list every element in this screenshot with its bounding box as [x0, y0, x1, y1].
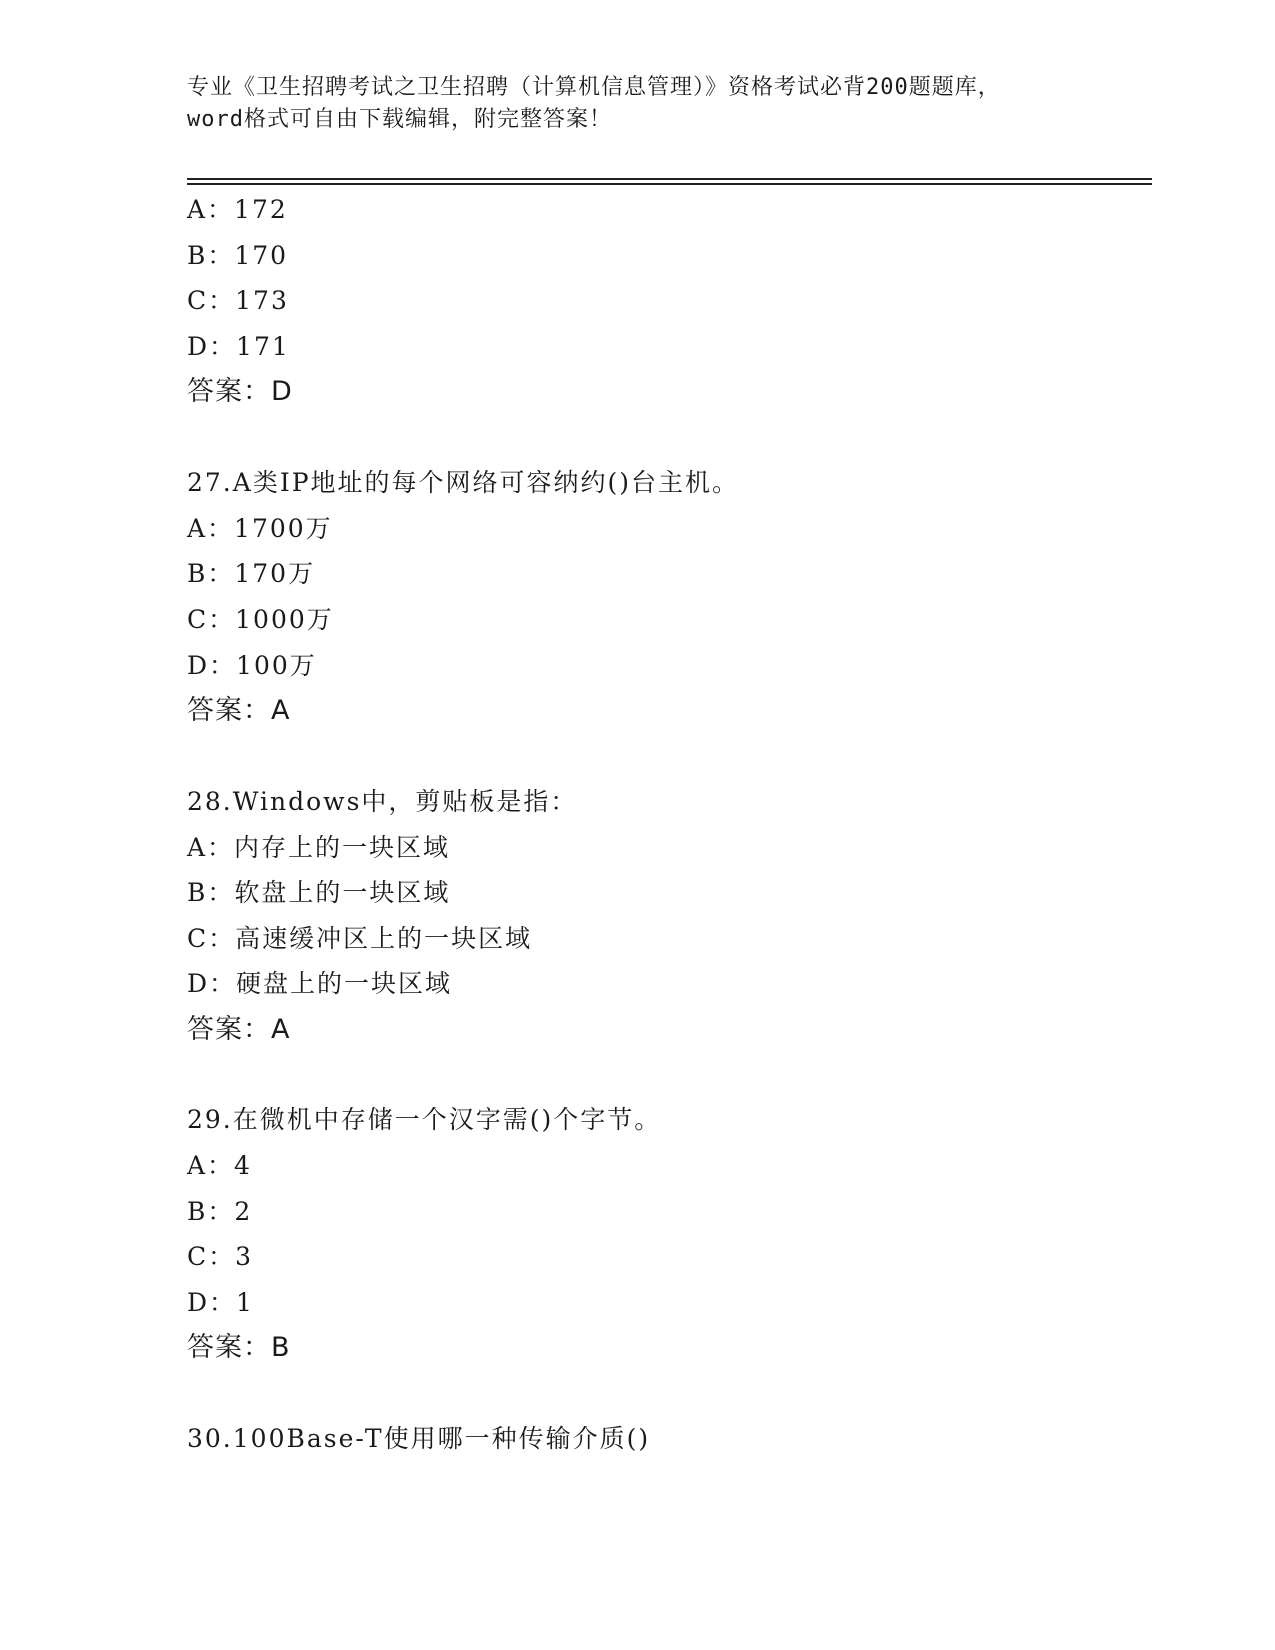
q28-option-a: A：内存上的一块区域	[187, 833, 451, 862]
q30-question: 30.100Base-T使用哪一种传输介质()	[187, 1424, 651, 1453]
q27-option-d: D：100万	[187, 651, 317, 680]
q29-question: 29.在微机中存储一个汉字需()个字节。	[187, 1105, 662, 1134]
q28-answer: 答案：A	[187, 1014, 291, 1045]
q27-option-c: C：1000万	[187, 605, 334, 634]
q29-option-d: D：1	[187, 1288, 254, 1317]
header-line-2: word格式可自由下载编辑，附完整答案！	[187, 107, 612, 132]
q26-answer: 答案：D	[187, 376, 293, 407]
document-header	[187, 72, 1107, 136]
q29-option-a: A：4	[187, 1151, 252, 1180]
q26-option-a: A：172	[187, 195, 288, 224]
q29-option-b: B：2	[187, 1197, 253, 1226]
q27-option-b: B：170万	[187, 559, 316, 588]
q26-option-c: C：173	[187, 286, 289, 315]
q27-option-a: A：1700万	[187, 514, 333, 543]
q27-answer: 答案：A	[187, 695, 291, 726]
q27-question: 27.A类IP地址的每个网络可容纳约()台主机。	[187, 468, 740, 497]
q28-option-c: C：高速缓冲区上的一块区域	[187, 924, 533, 953]
q26-option-b: B：170	[187, 241, 289, 270]
header-line-1: 专业《卫生招聘考试之卫生招聘（计算机信息管理）》资格考试必背200题题库，	[187, 75, 1001, 100]
header-divider-bottom	[187, 183, 1152, 185]
q28-option-b: B：软盘上的一块区域	[187, 878, 451, 907]
header-divider-top	[187, 178, 1152, 180]
q26-option-d: D：171	[187, 332, 290, 361]
q28-question: 28.Windows中，剪贴板是指：	[187, 787, 578, 816]
q29-option-c: C：3	[187, 1242, 254, 1271]
q28-option-d: D：硬盘上的一块区域	[187, 969, 453, 998]
q29-answer: 答案：B	[187, 1332, 291, 1363]
